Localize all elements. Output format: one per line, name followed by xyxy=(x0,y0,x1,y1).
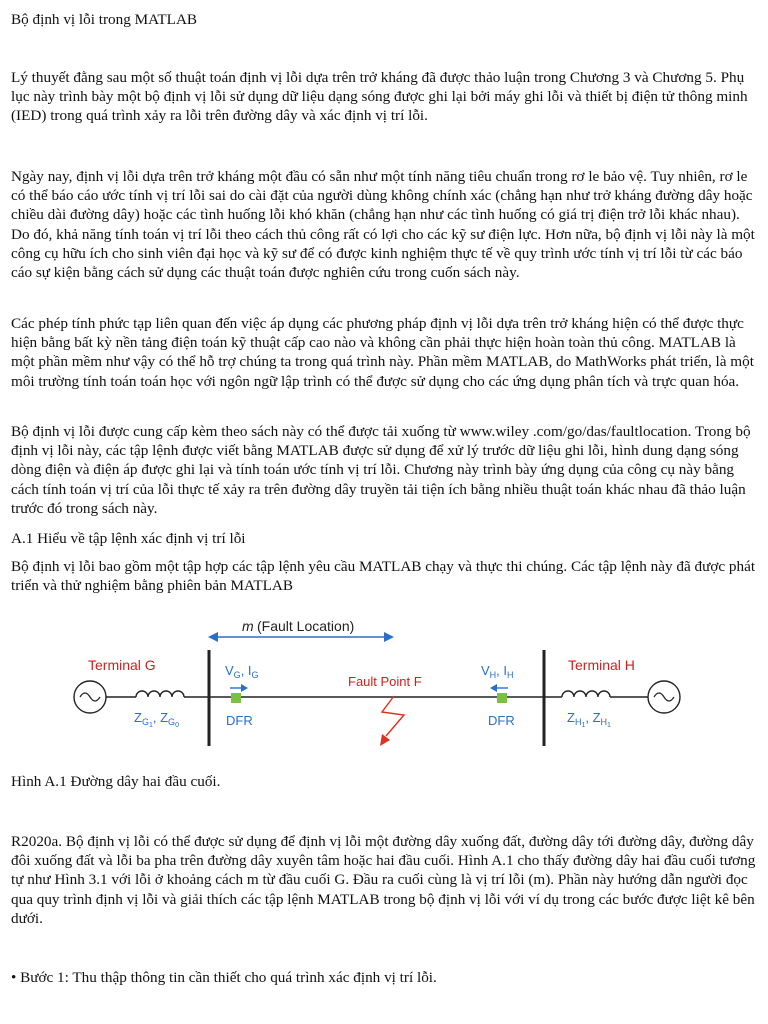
dfr-g-icon xyxy=(231,693,241,703)
vh-ih-label: $V_H$, $I_H$ xyxy=(481,663,514,680)
current-h-arrow xyxy=(490,684,508,692)
fault-lightning-icon xyxy=(380,696,404,746)
m-label: m xyxy=(242,618,254,634)
paragraph-scripts: Bộ định vị lỗi bao gồm một tập hợp các tập lệnh yêu cầu MATLAB chạy và thực thi chúng. Các tập lệnh này đã được phát triển và thử nghiệm bằng phiên bản MATLAB xyxy=(11,558,756,595)
dfr-h-icon xyxy=(497,693,507,703)
impedance-h-icon xyxy=(562,691,610,697)
paragraph-intro: Lý thuyết đằng sau một số thuật toán định vị lỗi dựa trên trở kháng đã được thảo luận trong Chương 3 và Chương 5. Phụ lục này trình bày một bộ định vị lỗi sử dụng dữ liệu dạng sóng được ghi lại bởi máy ghi lỗi và thiết bị điện tử thông minh (IED) trong quá trình xảy ra lỗi trên đường dây và xác định vị trí lỗi. xyxy=(11,69,748,125)
zg-label: $Z_G1$, $Z_G0$ xyxy=(134,710,179,729)
figure-caption: Hình A.1 Đường dây hai đầu cuối. xyxy=(11,773,221,790)
vg-ig-label: $V_G$, $I_G$ xyxy=(225,663,259,680)
section-heading-a1: A.1 Hiểu về tập lệnh xác định vị trí lỗi xyxy=(11,530,246,547)
step-1-bullet: • Bước 1: Thu thập thông tin cần thiết cho quá trình xác định vị trí lỗi. xyxy=(11,969,437,986)
impedance-g-icon xyxy=(136,691,184,697)
current-g-arrow xyxy=(230,684,248,692)
two-terminal-line-diagram xyxy=(60,612,700,757)
document-title: Bộ định vị lỗi trong MATLAB xyxy=(11,11,198,28)
fault-location-label: (Fault Location) xyxy=(257,618,355,634)
fault-point-label: Fault Point F xyxy=(348,674,422,689)
paragraph-r2020a: R2020a. Bộ định vị lỗi có thể được sử dụng để định vị lỗi một đường dây xuống đất, đường dây tới đường dây, đường dây đôi xuống đất và lỗi ba pha trên đường dây xuyên tâm hoặc hai đầu cuối. Hình A.1 cho thấy đường dây hai đầu cuối tương tự như Hình 3.1 với lỗi ở khoảng cách m từ đầu cuối G. Đầu ra cuối cùng là vị trí lỗi (m). Phần này hướng dẫn người đọc qua quy trình định vị lỗi và giải thích các tập lệnh MATLAB trong bộ định vị lỗi với ví dụ trong các bước được liệt kê bên dưới. xyxy=(11,833,756,927)
dfr-g-label: DFR xyxy=(226,713,253,728)
dfr-h-label: DFR xyxy=(488,713,515,728)
paragraph-matlab: Các phép tính phức tạp liên quan đến việc áp dụng các phương pháp định vị lỗi dựa trên trở kháng hiện có thể được thực hiện bằng bất kỳ nền tảng điện toán kỹ thuật cấp cao nào và không cần phải thực hiện hoàn toàn thủ công. MATLAB là một phần mềm như vậy có thể hỗ trợ chúng ta trong quá trình này. Phần mềm MATLAB, do MathWorks phát triển, là một môi trường tính toán toán học với ngôn ngữ lập trình có thể được sử dụng cho các ứng dụng phân tích và trực quan hóa. xyxy=(11,315,754,390)
source-h-icon xyxy=(648,681,680,713)
source-g-icon xyxy=(74,681,106,713)
zh-label: $Z_H1$, $Z_H1$ xyxy=(567,710,611,729)
paragraph-download: Bộ định vị lỗi được cung cấp kèm theo sách này có thể được tải xuống từ www.wiley .com/go/das/faultlocation. Trong bộ định vị lỗi này, các tập lệnh được viết bằng MATLAB được sử dụng để xử lý trước dữ liệu ghi lỗi, hình dung dạng sóng dòng điện và điện áp được ghi lại và tính toán ước tính vị trí lỗi. Chương này trình bày ứng dụng của công cụ này bằng cách tính toán vị trí của lỗi thực tế xảy ra trên đường dây truyền tải tiện ích bằng nhiều thuật toán khác nhau đã thảo luận trước đó trong sách này. xyxy=(11,423,751,517)
terminal-h-label: Terminal H xyxy=(568,657,635,673)
paragraph-single-ended: Ngày nay, định vị lỗi dựa trên trở kháng một đầu có sẵn như một tính năng tiêu chuẩn trong rơ le bảo vệ. Tuy nhiên, rơ le có thể báo cáo ước tính vị trí lỗi sai do cài đặt của người dùng không chính xác (chẳng hạn như trở kháng đường dây hoặc chiều dài đường dây) hoặc các tình huống lỗi khó khăn (chẳng hạn như các tình huống có giá trị điện trở lỗi khác nhau). Do đó, khả năng tính toán vị trí lỗi theo cách thủ công rất có lợi cho các kỹ sư điện lực. Hơn nữa, bộ định vị lỗi này là một công cụ hữu ích cho sinh viên đại học và kỹ sư để có được kinh nghiệm thực tế về quy trình ước tính vị trí lỗi từ các báo cáo sự kiện bằng cách sử dụng các thuật toán được nghiên cứu trong cuốn sách này. xyxy=(11,168,755,282)
terminal-g-label: Terminal G xyxy=(88,657,156,673)
